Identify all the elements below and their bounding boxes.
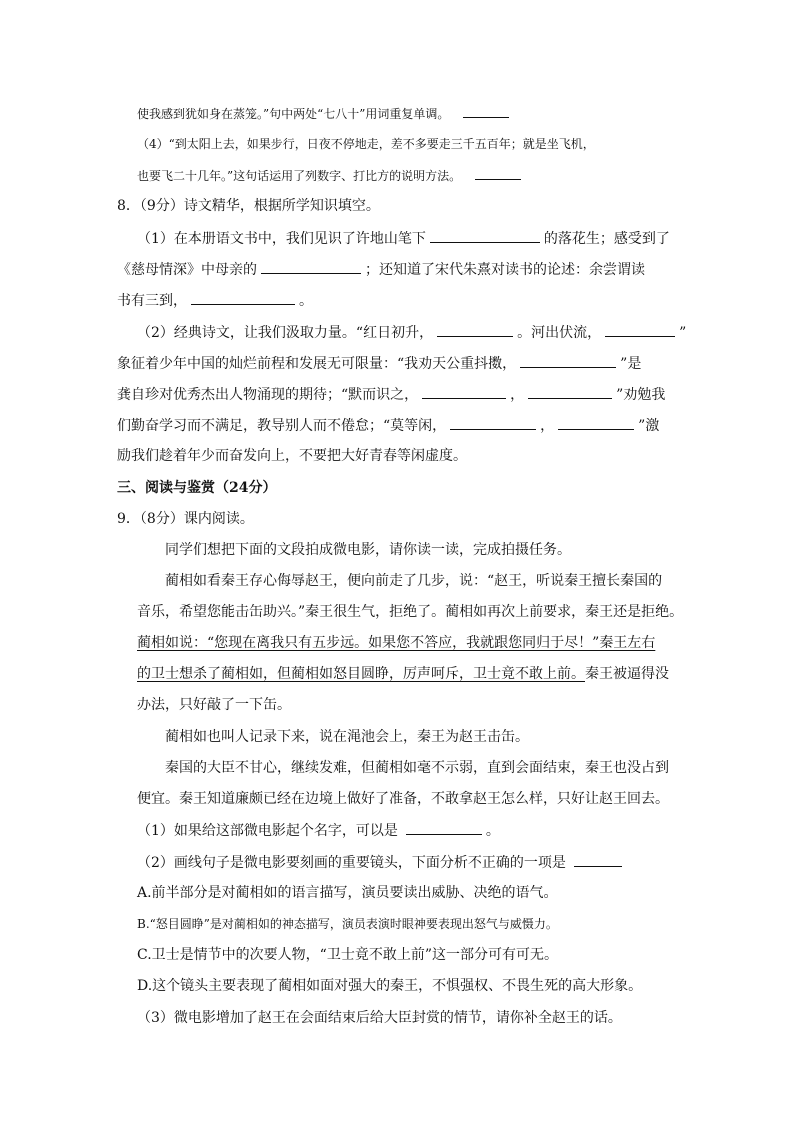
text: （4）“到太阳上去，如果步行，日夜不停地走，差不多要走三千五百年；就是坐飞机， bbox=[137, 137, 595, 151]
text: 。 bbox=[299, 293, 313, 309]
question-8-header bbox=[117, 196, 380, 216]
text: 也要飞二十几年。”这句话运用了列数字、打比方的说明方法。 bbox=[137, 169, 462, 183]
text: （2）经典诗文，让我们汲取力量。“红日初升， bbox=[137, 325, 434, 341]
text: 秦王被逼得没 bbox=[585, 666, 669, 682]
text: （2）画线句子是微电影要刻画的重要镜头，下面分析不正确的一项是 bbox=[137, 855, 566, 871]
text: （1）如果给这部微电影起个名字，可以是 bbox=[137, 823, 398, 839]
answer-blank[interactable] bbox=[605, 322, 675, 337]
text: 的卫士想杀了蔺相如，但蔺相如怒目圆睁，厉声呵斥，卫士竟不敢上前。 bbox=[137, 666, 585, 682]
text: （1）在本册语文书中，我们见识了许地山笔下 bbox=[137, 231, 426, 247]
q8-part1-line3 bbox=[117, 290, 313, 311]
passage-para1-line5 bbox=[137, 695, 291, 715]
q8-part2-line5 bbox=[117, 446, 467, 466]
answer-blank[interactable] bbox=[574, 852, 622, 867]
q7-item4-cont bbox=[137, 165, 525, 186]
text: 同学们想把下面的文段拍成微电影，请你读一读，完成拍摄任务。 bbox=[165, 542, 571, 558]
q7-item3-tail bbox=[137, 103, 513, 124]
text: 蔺相如说：“您现在离我只有五步远。如果您不答应，我就跟您同归于尽！”秦王左右 bbox=[137, 635, 656, 651]
q9-sub3 bbox=[137, 1008, 622, 1028]
text: C.卫士是情节中的次要人物，“卫士竟不敢上前”这一部分可有可无。 bbox=[137, 947, 558, 963]
q8-part2-line3 bbox=[117, 384, 665, 405]
text: D.这个镜头主要表现了蔺相如面对强大的秦王，不惧强权、不畏生死的高大形象。 bbox=[137, 978, 643, 994]
text: 音乐，希望您能击缶助兴。”秦王很生气，拒绝了。蔺相如再次上前要求，秦王还是拒绝。 bbox=[137, 604, 684, 620]
text: 9．（8分）课内阅读。 bbox=[117, 511, 254, 527]
text: 。河出伏流， bbox=[517, 325, 602, 341]
answer-blank[interactable] bbox=[191, 290, 295, 305]
q8-part1-line2 bbox=[117, 259, 645, 280]
text: A.前半部分是对蔺相如的语言描写，演员要读出威胁、决绝的语气。 bbox=[137, 885, 558, 901]
answer-blank[interactable] bbox=[437, 322, 513, 337]
answer-blank[interactable] bbox=[475, 165, 521, 180]
answer-blank[interactable] bbox=[520, 353, 616, 368]
answer-blank[interactable] bbox=[261, 259, 361, 274]
text: ， bbox=[510, 387, 525, 403]
q8-part1-line1 bbox=[137, 228, 670, 249]
passage-intro bbox=[165, 540, 571, 560]
text: ” bbox=[679, 325, 687, 341]
option-d bbox=[137, 976, 642, 996]
answer-blank[interactable] bbox=[528, 384, 612, 399]
text: 《慈母情深》中母亲的 bbox=[117, 262, 257, 278]
passage-para2 bbox=[165, 727, 529, 747]
text: 象征着少年中国的灿烂前程和发展无可限量：“我劝天公重抖擞， bbox=[117, 356, 517, 372]
answer-blank[interactable] bbox=[430, 228, 540, 243]
text: B.“怒目圆睁”是对蔺相如的神态描写，演员表演时眼神要表现出怒气与威慑力。 bbox=[137, 917, 558, 931]
text: 们勤奋学习而不满足，教导别人而不倦怠；“莫等闲， bbox=[117, 418, 447, 434]
option-b bbox=[137, 914, 558, 934]
answer-blank[interactable] bbox=[450, 415, 536, 430]
text: 励我们趁着年少而奋发向上，不要把大好青春等闲虚度。 bbox=[117, 448, 467, 464]
section-3-heading bbox=[117, 478, 276, 498]
underlined-sentence-line2 bbox=[137, 664, 669, 684]
answer-blank[interactable] bbox=[558, 415, 634, 430]
passage-para1-line1 bbox=[165, 571, 662, 591]
text: 蔺相如看秦王存心侮辱赵王，便向前走了几步，说：“赵王，听说秦王擅长秦国的 bbox=[165, 573, 663, 589]
option-c bbox=[137, 945, 558, 965]
q9-sub1 bbox=[137, 820, 500, 841]
question-9-header bbox=[117, 509, 254, 529]
answer-blank[interactable] bbox=[463, 103, 509, 118]
text: 便宜。秦王知道廉颇已经在边境上做好了准备，不敢拿赵王怎么样，只好让赵王回去。 bbox=[137, 791, 669, 807]
text: 使我感到犹如身在蒸笼。”句中两处“七八十”用词重复单调。 bbox=[137, 107, 450, 121]
text: 的落花生；感受到了 bbox=[543, 231, 670, 247]
text: 8．（9分）诗文精华，根据所学知识填空。 bbox=[117, 198, 380, 214]
text: 书有三到， bbox=[117, 293, 187, 309]
q7-item4 bbox=[137, 134, 595, 154]
text: 秦国的大臣不甘心，继续发难，但蔺相如毫不示弱，直到会面结束，秦王也没占到 bbox=[165, 760, 669, 776]
option-a bbox=[137, 883, 558, 903]
text: ”是 bbox=[620, 356, 642, 372]
text: ”激 bbox=[638, 418, 660, 434]
answer-blank[interactable] bbox=[422, 384, 506, 399]
passage-para1-line2 bbox=[137, 602, 683, 622]
passage-para3-line2 bbox=[137, 789, 669, 809]
text: ；还知道了宋代朱熹对读书的论述：余尝谓读 bbox=[365, 262, 645, 278]
q9-sub2 bbox=[137, 852, 626, 873]
passage-para3-line1 bbox=[165, 758, 669, 778]
text: ， bbox=[540, 418, 555, 434]
q8-part2-line2 bbox=[117, 353, 641, 374]
underlined-sentence-line1 bbox=[137, 633, 655, 653]
text: 。 bbox=[485, 823, 500, 839]
text: 蔺相如也叫人记录下来，说在渑池会上，秦王为赵王击缶。 bbox=[165, 729, 529, 745]
text: 龚自珍对优秀杰出人物涌现的期待；“默而识之， bbox=[117, 387, 419, 403]
text: （3）微电影增加了赵王在会面结束后给大臣封赏的情节，请你补全赵王的话。 bbox=[137, 1010, 622, 1026]
text: 三、阅读与鉴赏（24分） bbox=[117, 480, 277, 496]
answer-blank[interactable] bbox=[406, 820, 482, 835]
text: ”劝勉我 bbox=[616, 387, 666, 403]
text: 办法，只好敲了一下缶。 bbox=[137, 697, 291, 713]
q8-part2-line4 bbox=[117, 415, 659, 436]
q8-part2-line1 bbox=[137, 322, 686, 343]
